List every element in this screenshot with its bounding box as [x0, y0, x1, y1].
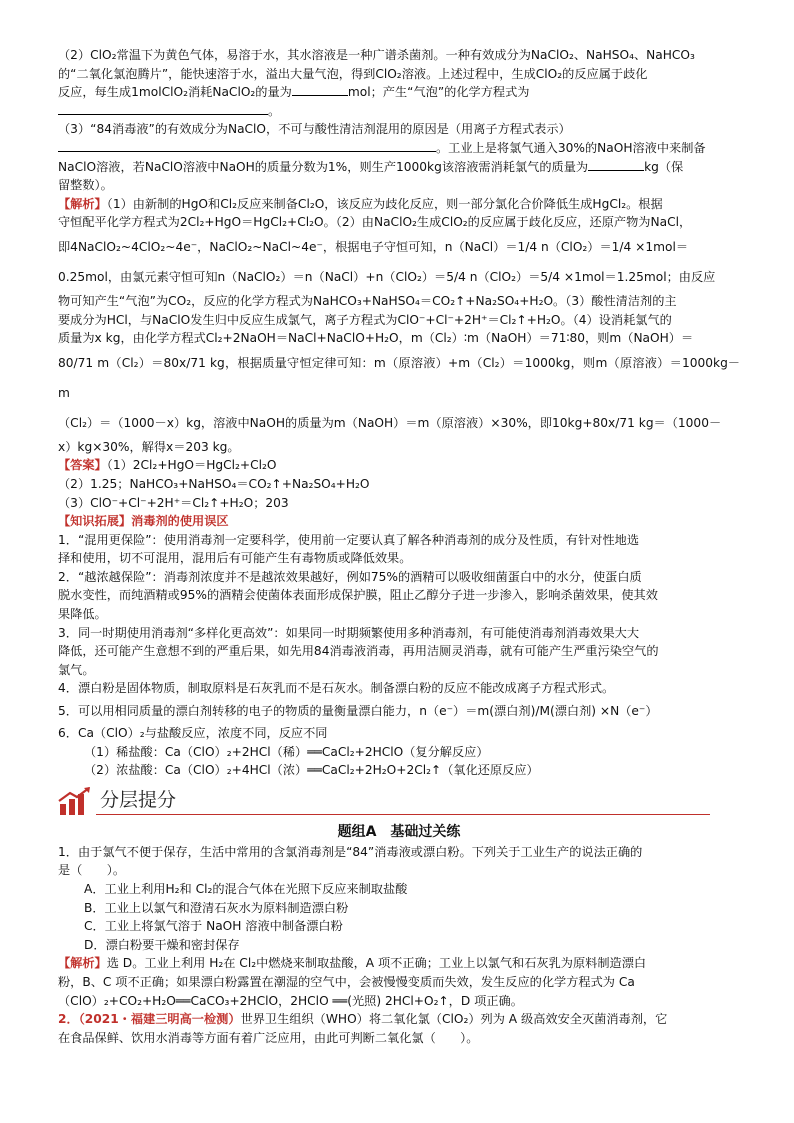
answer-blank: [58, 102, 268, 115]
section-title: 分层提分: [100, 788, 177, 811]
knowledge-item: 降低，还可能产生意想不到的严重后果，如先用84消毒液消毒，再用洁厕灵消毒，就有可能产生严重污染空气的: [58, 644, 659, 659]
knowledge-heading: [58, 512, 740, 531]
question1-stem: 1．由于氯气不便于保存，生活中常用的含氯消毒剂是“84”消毒液或漂白粉。下列关于工业生产的说法正确的: [58, 844, 643, 859]
section-header: [58, 784, 740, 818]
question2-stem: 在食品保鲜、饮用水消毒等方面有着广泛应用，由此可判断二氧化氯（ ）。: [58, 1030, 479, 1045]
option-a: A．工业上利用H₂和 Cl₂的混合气体在光照下反应来制取盐酸: [84, 882, 408, 896]
knowledge-item: 5．可以用相同质量的漂白剂转移的电子的物质的量衡量漂白能力，n（e⁻）＝m(漂白剂)/M(漂白剂) ×N（e⁻）: [58, 704, 658, 719]
bar-chart-arrow-icon: [58, 786, 92, 816]
question2-source: 2．（2021・福建三明高一检测）: [58, 1012, 241, 1027]
section-divider: [96, 814, 710, 815]
q3-line2: 。工业上是将氯气通入30%的NaOH溶液中来制备: [58, 139, 740, 158]
analysis-tag: 【解析】: [58, 196, 107, 211]
question1-analysis: 粉，B、C 项不正确；如果漂白粉露置在潮湿的空气中，会被慢慢变质而失效，发生反应的化学方程式为 Ca: [58, 974, 635, 989]
analysis-line: 物可知产生“气泡”为CO₂，反应的化学方程式为NaHCO₃+NaHSO₄＝CO₂↑+Na₂SO₄+H₂O。（3）酸性清洁剂的主: [58, 293, 677, 308]
knowledge-item: 择和使用，切不可混用，混用后有可能产生有毒物质或降低效果。: [58, 551, 412, 566]
answer-tag: 【答案】: [58, 458, 107, 473]
q3-line3: NaClO溶液，若NaClO溶液中NaOH的质量分数为1%，则生产1000kg该溶液需消耗氯气的质量为 kg（保: [58, 159, 684, 174]
knowledge-title: 消毒剂的使用误区: [131, 514, 229, 529]
knowledge-item: 脱水变性，而纯酒精或95%的酒精会使菌体表面形成保护膜，阻止乙醇分子进一步渗入，影响杀菌效果，使其效: [58, 588, 658, 603]
answer-blank: [588, 158, 644, 171]
q3-line4: 留整数）。: [58, 178, 113, 193]
answer-blank: [292, 83, 348, 96]
knowledge-item: （2）浓盐酸：Ca（ClO）₂+4HCl（浓）══CaCl₂+2H₂O+2Cl₂↑（氧化还原反应）: [84, 763, 539, 778]
question2-stem: 2．（2021・福建三明高一检测）世界卫生组织（WHO）将二氧化氯（ClO₂）列为 A 级高效安全灭菌消毒剂，它: [58, 1012, 668, 1027]
question1-analysis: （ClO）₂+CO₂+H₂O══CaCO₃+2HClO，2HClO ══(光照) 2HCl+O₂↑，D 项正确。: [58, 993, 523, 1008]
analysis-line1: 【解析】（1）由新制的HgO和Cl₂反应来制备Cl₂O，该反应为歧化反应，则一部分氯化合价降低生成HgCl₂。根据: [58, 196, 663, 211]
analysis-line: 质量为x kg，由化学方程式Cl₂+2NaOH＝NaCl+NaClO+H₂O，m（Cl₂）∶m（NaOH）＝71∶80，则m（NaOH）＝: [58, 331, 694, 346]
analysis-line: 80/71 m（Cl₂）＝80x/71 kg，根据质量守恒定律可知：m（原溶液）+m（Cl₂）＝1000kg，则m（原溶液）＝1000kg－m: [58, 355, 740, 400]
answer-line: （3）ClO⁻+Cl⁻+2H⁺＝Cl₂↑+H₂O；203: [58, 495, 289, 510]
knowledge-item: 3．同一时期使用消毒剂“多样化更高效”：如果同一时期频繁使用多种消毒剂，有可能使消毒剂消毒效果大大: [58, 625, 640, 640]
option-d: D．漂白粉要干燥和密封保存: [84, 937, 240, 952]
q3-line1: （3）“84消毒液”的有效成分为NaClO，不可与酸性清洁剂混用的原因是（用离子方程式表示）: [58, 122, 571, 137]
knowledge-item: 果降低。: [58, 607, 107, 622]
q2-line4: 。: [58, 102, 740, 121]
knowledge-item: （1）稀盐酸：Ca（ClO）₂+2HCl（稀）══CaCl₂+2HClO（复分解反应）: [84, 744, 489, 759]
knowledge-tag: 【知识拓展】: [58, 514, 132, 529]
group-title: 题组A 基础过关练: [337, 823, 461, 840]
option-b: B．工业上以氯气和澄清石灰水为原料制造漂白粉: [84, 900, 349, 915]
answer-line1: 【答案】（1）2Cl₂+HgO＝HgCl₂+Cl₂O: [58, 458, 277, 473]
question1-stem: 是（ ）。: [58, 863, 126, 878]
answer-blank: [58, 139, 436, 152]
knowledge-item: 1．“混用更保险”：使用消毒剂一定要科学，使用前一定要认真了解各种消毒剂的成分及性质，有针对性地选: [58, 532, 640, 547]
question1-analysis: 【解析】选 D。工业上利用 H₂在 Cl₂中燃烧来制取盐酸，A 项不正确；工业上以氯气和石灰乳为原料制造漂白: [58, 956, 647, 971]
analysis-line: 即4NaClO₂~4ClO₂~4e⁻，NaClO₂~NaCl~4e⁻，根据电子守恒可知，n（NaCl）＝1/4 n（ClO₂）＝1/4 ×1mol＝: [58, 239, 689, 254]
analysis-line: 0.25mol，由氯元素守恒可知n（NaClO₂）＝n（NaCl）+n（ClO₂）＝5/4 n（ClO₂）＝5/4 ×1mol＝1.25mol；由反应: [58, 269, 716, 284]
analysis-line: 要成分为HCl，与NaClO发生归中反应生成氯气，离子方程式为ClO⁻+Cl⁻+2H⁺＝Cl₂↑+H₂O。（4）设消耗氯气的: [58, 312, 672, 327]
document-page: [58, 46, 740, 1047]
analysis-line: 守恒配平化学方程式为2Cl₂+HgO＝HgCl₂+Cl₂O。（2）由NaClO₂生成ClO₂的反应属于歧化反应，还原产物为NaCl，: [58, 215, 692, 230]
analysis-line: x）kg×30%，解得x＝203 kg。: [58, 439, 240, 454]
analysis-line: （Cl₂）＝（1000－x）kg，溶液中NaOH的质量为m（NaOH）＝m（原溶液）×30%，即10kg+80x/71 kg＝（1000－: [58, 415, 722, 430]
knowledge-item: 6．Ca（ClO）₂与盐酸反应，浓度不同，反应不同: [58, 726, 328, 741]
q2-line3: 反应，每生成1molClO₂消耗NaClO₂的量为 mol；产生“气泡”的化学方程式为: [58, 85, 530, 100]
q2-line2: 的“二氧化氯泡腾片”，能快速溶于水，溢出大量气泡，得到ClO₂溶液。上述过程中，生成ClO₂的反应属于歧化: [58, 66, 648, 81]
answer-line: （2）1.25；NaHCO₃+NaHSO₄＝CO₂↑+Na₂SO₄+H₂O: [58, 476, 370, 491]
option-c: C．工业上将氯气溶于 NaOH 溶液中制备漂白粉: [84, 919, 343, 934]
knowledge-item: 氯气。: [58, 662, 95, 677]
knowledge-item: 4．漂白粉是固体物质，制取原料是石灰乳而不是石灰水。制备漂白粉的反应不能改成离子方程式形式。: [58, 681, 615, 696]
analysis-tag: 【解析】: [58, 956, 107, 971]
q2-line1: （2）ClO₂常温下为黄色气体，易溶于水，其水溶液是一种广谱杀菌剂。一种有效成分为NaClO₂、NaHSO₄、NaHCO₃: [58, 48, 695, 62]
knowledge-item: 2．“越浓越保险”：消毒剂浓度并不是越浓效果越好，例如75%的酒精可以吸收细菌蛋白中的水分，使蛋白质: [58, 569, 642, 584]
